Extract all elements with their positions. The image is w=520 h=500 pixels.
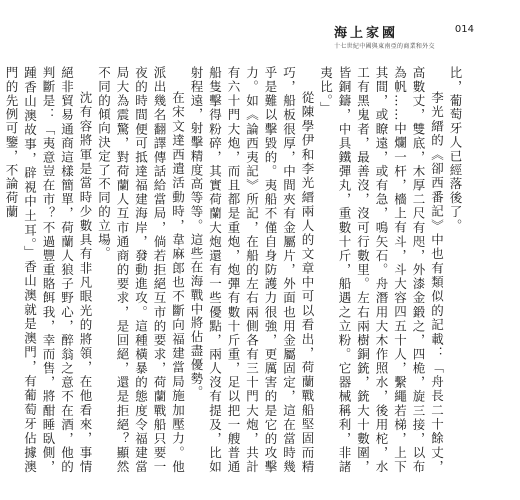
paragraph-quote-li-guangjin: 李光縉的《卻西番記》中也有類似的記載：「舟長二十餘丈，高數丈，雙底，木厚二尺有咫，外漆金鍛之，四桅，旋三接，以布為帆……中爛一杆，檣上有斗，斗大容四五十人，繫繩若梯，上下其間，或瞭遠，或有急，鳴矢石。舟潛用大木作照水，後用柁，水工有黑鬼者，最善沒，沒可行數里。左右兩樹銅銃，銃大十數圍，皆銅鑄，中具鐵彈丸，重數十斤，船遇之立粉。它器械稱利，非諸夷比。」 bbox=[318, 66, 445, 474]
running-header bbox=[334, 22, 474, 58]
paragraph-continued: 比，葡萄牙人已經落後了。 bbox=[448, 66, 463, 233]
paragraph-warship-analysis: 從陳學伊和李光縉兩人的文章中可以看出，荷蘭戰船堅固而精巧，船板很厚，中間夾有金屬片，外面也用金屬固定，這在當時幾乎是難以擊毀的。夷船不僅自身防護力很強，更厲害的是它的攻擊力。如《論西夷記》所記，在船的左右兩側各有三十門大炮，共計有六十門大炮，而且都是重炮，炮彈有數十斤重，足以把一艘普通船隻擊得粉碎，其實荷蘭大炮還有一些優點，兩人沒有提及，比如射程遠，射擊精度高等等。這些在海戰中將佔盡優勢。 bbox=[189, 66, 315, 474]
book-subtitle: 十七世紀中國與東南亞的商業和外交 bbox=[334, 43, 435, 50]
page-number: 014 bbox=[454, 24, 474, 35]
paragraph-wei-malang-pressure: 在宋文達西遣活動時，韋麻郎也不斷向福建當局施加壓力。他派出幾名翻譯傳話給當局，倘若拒絕互市的要求，荷蘭戰船只要一夜的時間便可抵達福建海岸，發動進攻。這種橫暴的態度令福建當局大為震驚，對荷蘭人互市通商的要求，是回絕，還是拒絕？顯然不同的傾向決定了不同的立場。 bbox=[96, 66, 186, 474]
book-title: 海上家國 bbox=[334, 26, 399, 41]
vertical-text-body bbox=[4, 66, 464, 474]
paragraph-shen-yourong: 沈有容將軍是當時少數具有非凡眼光的將領，在他看來，事情絕非貿易通商這樣簡單，荷蘭人狼子野心，醉翁之意不在酒，他的判斷是：「夷意豈在市？不過豐重賂餌我，幸而售，將酣睡臥側，踵香山澳故事，辟視中土耳。」香山澳就是澳門，有葡萄牙佔據澳門的先例可鑒，不論荷蘭 bbox=[4, 66, 93, 474]
